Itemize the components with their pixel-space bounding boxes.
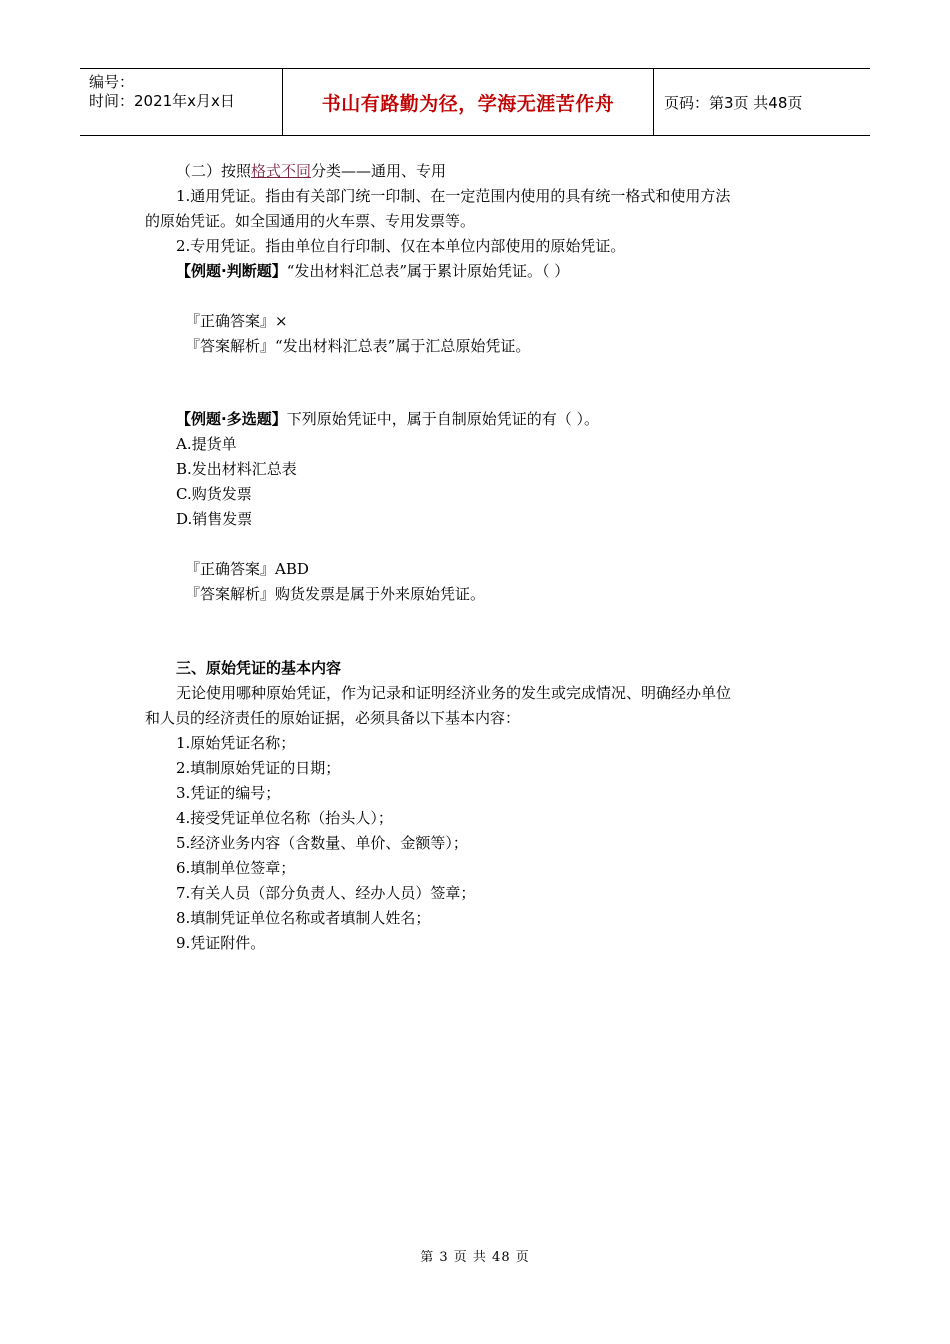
option-b: B.发出材料汇总表: [176, 460, 297, 478]
content-item: 6.填制单位签章；: [176, 859, 296, 877]
example1-question: 【例题·判断题】“发出材料汇总表”属于累计原始凭证。（ ）: [176, 262, 570, 280]
example2-question: 【例题·多选题】下列原始凭证中，属于自制原始凭证的有（ ）。: [176, 410, 599, 428]
option-d: D.销售发票: [176, 510, 253, 528]
document-number-label: 编号：: [89, 73, 135, 91]
content-item: 8.填制凭证单位名称或者填制人姓名；: [176, 909, 431, 927]
section3-intro-line2: 和人员的经济责任的原始证据，必须具备以下基本内容：: [145, 709, 521, 727]
content-item: 3.凭证的编号；: [176, 784, 281, 802]
header-page-info: 页码：第3页 共48页: [664, 93, 803, 112]
content-item: 2.填制原始凭证的日期；: [176, 759, 341, 777]
header-table: [80, 68, 870, 136]
content-item: 1.原始凭证名称；: [176, 734, 296, 752]
general-voucher-line1: 1.通用凭证。指由有关部门统一印制、在一定范围内使用的具有统一格式和使用方法: [176, 187, 731, 205]
example2-label: 【例题·多选题】: [176, 410, 287, 428]
example1-analysis: 『答案解析』“发出材料汇总表”属于汇总原始凭证。: [185, 337, 531, 355]
section3-heading: 三、原始凭证的基本内容: [176, 659, 342, 677]
option-c: C.购货发票: [176, 485, 252, 503]
example1-answer: 『正确答案』×: [185, 312, 288, 330]
content-item: 5.经济业务内容（含数量、单价、金额等）；: [176, 834, 468, 852]
page-footer: 第 3 页 共 48 页: [420, 1250, 530, 1265]
content-item: 7.有关人员（部分负责人、经办人员）签章；: [176, 884, 476, 902]
example2-analysis: 『答案解析』购货发票是属于外来原始凭证。: [185, 585, 486, 603]
special-voucher-line: 2.专用凭证。指由单位自行印制、仅在本单位内部使用的原始凭证。: [176, 237, 626, 255]
example1-label: 【例题·判断题】: [176, 262, 287, 280]
format-link[interactable]: 格式不同: [251, 162, 312, 180]
header-motto: 书山有路勤为径，学海无涯苦作舟: [282, 69, 654, 135]
content-item: 4.接受凭证单位名称（抬头人）；: [176, 809, 393, 827]
section3-intro-line1: 无论使用哪种原始凭证，作为记录和证明经济业务的发生或完成情况、明确经办单位: [176, 684, 732, 702]
section2-heading: （二）按照格式不同分类——通用、专用: [176, 162, 447, 180]
content-item: 9.凭证附件。: [176, 934, 266, 952]
example2-answer: 『正确答案』ABD: [185, 560, 309, 578]
header-meta-cell: [80, 69, 282, 135]
general-voucher-line2: 的原始凭证。如全国通用的火车票、专用发票等。: [145, 212, 476, 230]
option-a: A.提货单: [176, 435, 237, 453]
document-time-label: 时间：2021年x月x日: [89, 92, 235, 110]
